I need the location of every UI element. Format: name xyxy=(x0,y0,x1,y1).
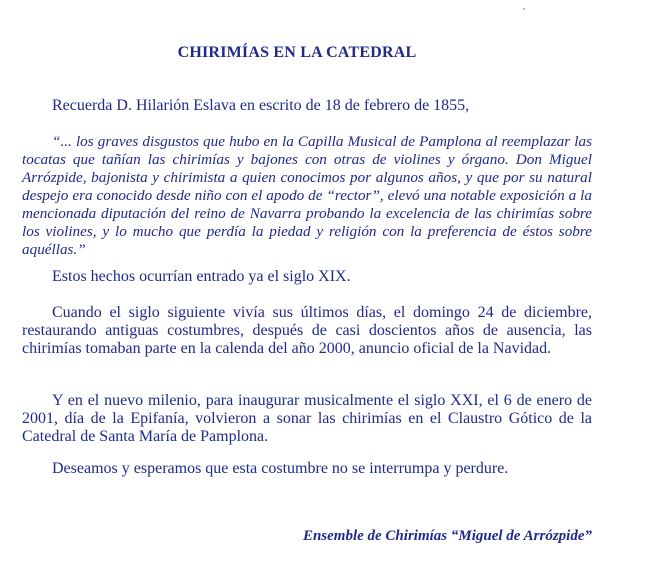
body-paragraph-3: Y en el nuevo milenio, para inaugurar musicalmente el siglo XXI, el 6 de enero de 2001, día de la Epifanía, volvieron a sonar las chirimías en el Claustro Gótico de la Catedral de Santa María de Pamplona. xyxy=(22,392,592,445)
body-paragraph-2: Cuando el siglo siguiente vivía sus últimos días, el domingo 24 de diciembre, restaurando antiguas costumbres, después de casi doscientos años de ausencia, las chirimías tomaban parte en la calenda del año 2000, anuncio oficial de la Navidad. xyxy=(22,304,592,357)
quote-paragraph: “... los graves disgustos que hubo en la Capilla Musical de Pamplona al reemplazar las tocatas que tañían las chirimías y bajones con otras de violines y órgano. Don Miguel Arrózpide, bajonista y chirimista a quien conocimos por algunos años, y que por su natural despejo era conocido desde niño con el apodo de “rector”, elevó una notable exposición a la mencionada diputación del reino de Navarra probando la excelencia de las chirimías sobre los violines, y lo mucho que perdía la piedad y religión con la preferencia de éstos sobre aquéllas.” xyxy=(22,133,592,258)
page-title: CHIRIMÍAS EN LA CATEDRAL xyxy=(177,44,417,61)
body-paragraph-1: Estos hechos ocurrían entrado ya el siglo XIX. xyxy=(52,268,351,285)
body-paragraph-4: Deseamos y esperamos que esta costumbre no se interrumpa y perdure. xyxy=(52,460,509,477)
signature: Ensemble de Chirimías “Miguel de Arrózpide” xyxy=(302,528,592,544)
intro-paragraph: Recuerda D. Hilarión Eslava en escrito de 18 de febrero de 1855, xyxy=(52,97,470,114)
speck-mark xyxy=(523,8,525,10)
